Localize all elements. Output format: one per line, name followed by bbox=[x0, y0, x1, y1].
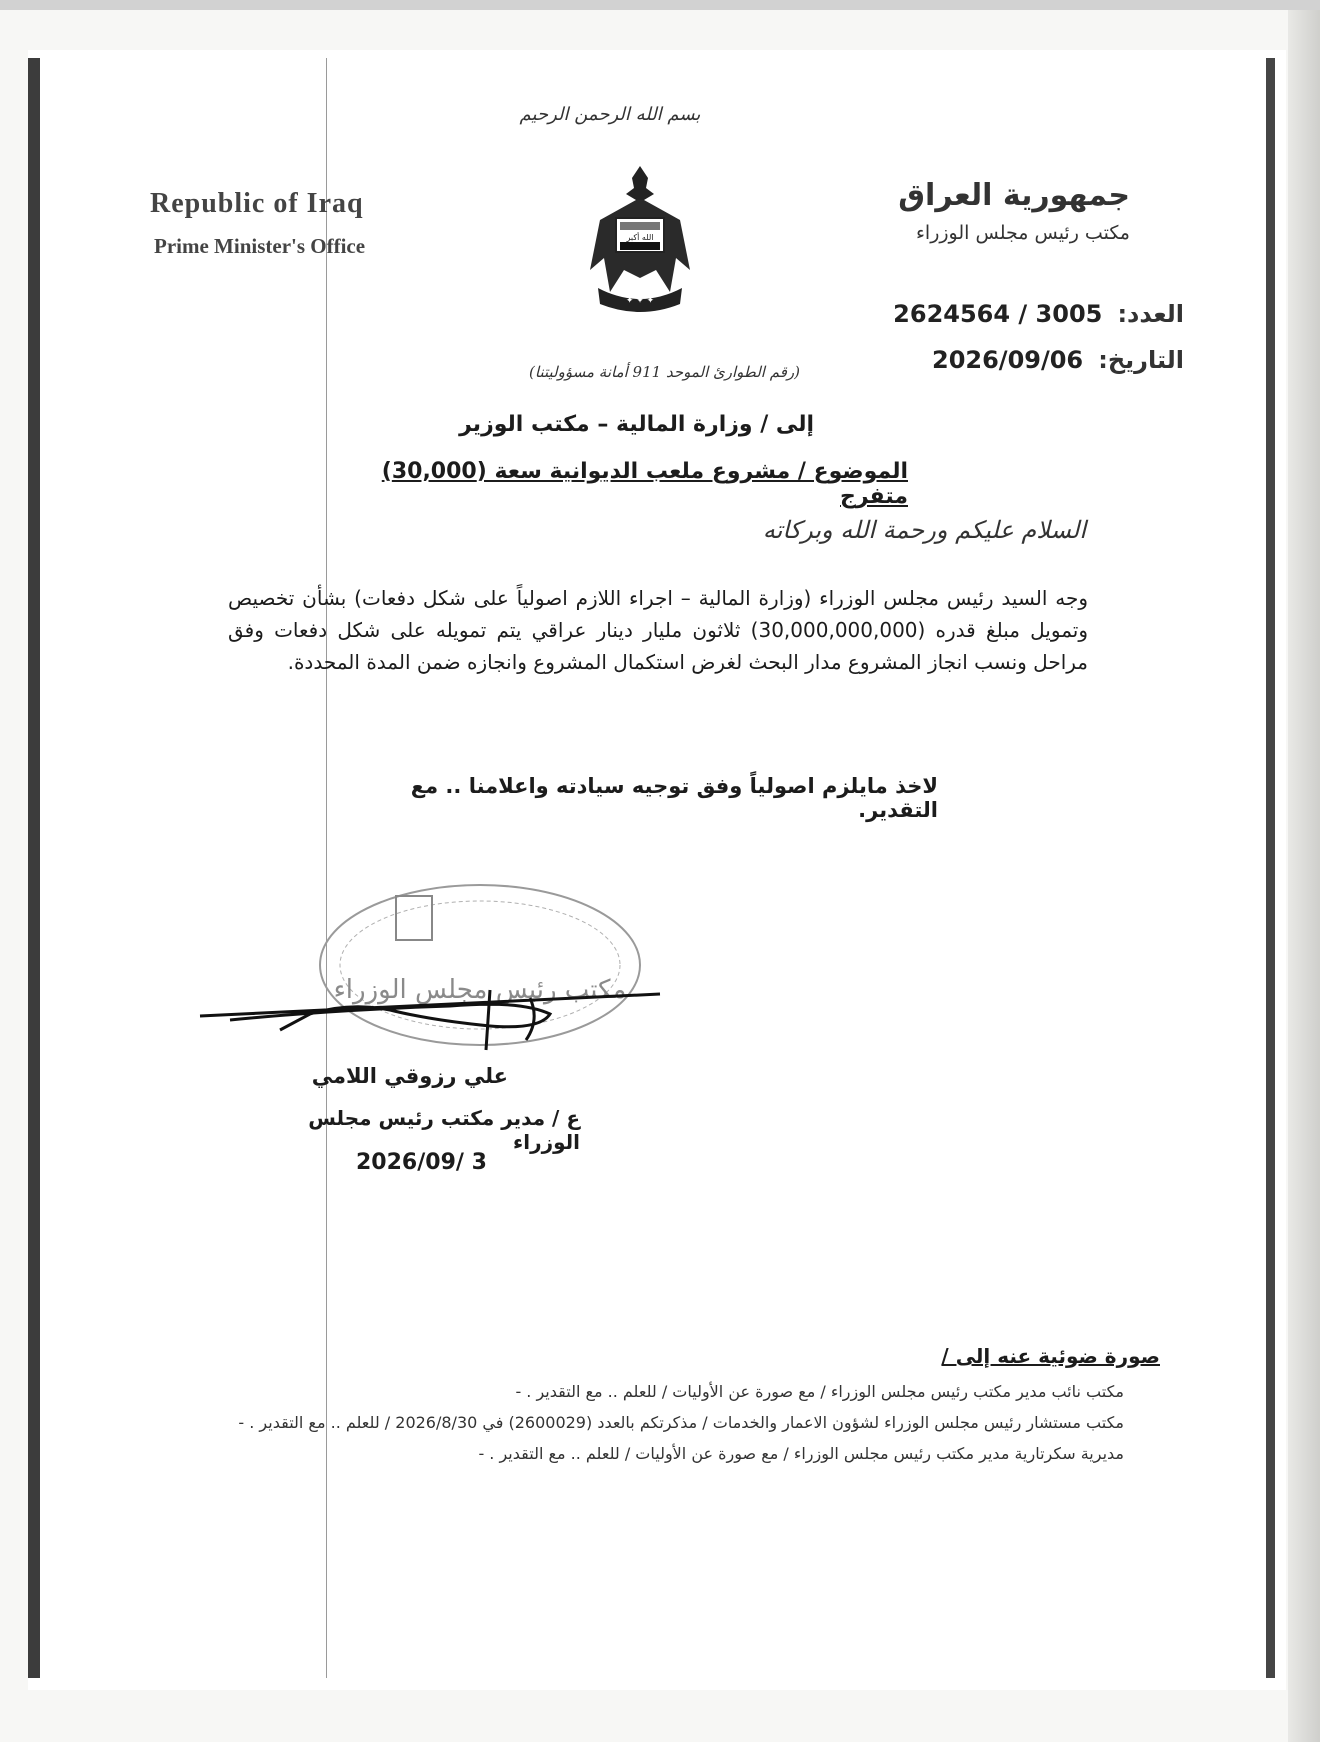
binding-bar-right bbox=[1266, 58, 1275, 1678]
number-label: العدد: bbox=[1117, 300, 1184, 328]
document-date bbox=[800, 346, 1184, 382]
cc-item: مكتب مستشار رئيس مجلس الوزراء لشؤون الاعمار والخدمات / مذكرتكم بالعدد (2600029) في 2026/8/30 / للعلم .. مع التقدير . - bbox=[238, 1413, 1124, 1432]
header-ar-office: مكتب رئيس مجلس الوزراء bbox=[915, 222, 1130, 244]
signature-scribble bbox=[190, 980, 670, 1060]
emblem-icon bbox=[580, 160, 700, 320]
cc-item: مديرية سكرتارية مدير مكتب رئيس مجلس الوزراء / مع صورة عن الأوليات / للعلم .. مع التقدير . - bbox=[478, 1444, 1124, 1463]
binding-bar-left bbox=[28, 58, 40, 1678]
header-en-office: Prime Minister's Office bbox=[154, 234, 366, 258]
cc-heading: صورة ضوئية عنه إلى / bbox=[941, 1344, 1160, 1368]
header-ar-country: جمهورية العراق bbox=[898, 178, 1130, 213]
cc-item: مكتب نائب مدير مكتب رئيس مجلس الوزراء / مع صورة عن الأوليات / للعلم .. مع التقدير . - bbox=[515, 1382, 1124, 1401]
photo-top-border bbox=[0, 0, 1320, 10]
body-paragraph: وجه السيد رئيس مجلس الوزراء (وزارة المالية – اجراء اللازم اصولياً على شكل دفعات) بشأن تخصيص وتمويل مبلغ قدره (30,000,000,000) ثلاثون مليار دينار عراقي يتم تمويله على شكل دفعات وفق مراحل ونسب انجاز المشروع مدار البحث لغرض استكمال المشروع وانجازه ضمن المدة المحددة. bbox=[228, 586, 1088, 674]
signatory-title: ع / مدير مكتب رئيس مجلس الوزراء bbox=[308, 1106, 580, 1154]
date-label: التاريخ: bbox=[1098, 346, 1184, 374]
stamp-text: مكتب رئيس مجلس الوزراء bbox=[333, 975, 627, 1005]
closing-line: لاخذ مايلزم اصولياً وفق توجيه سيادته واعلامنا .. مع التقدير. bbox=[410, 774, 938, 822]
emblem-text: الله أكبر bbox=[626, 233, 654, 242]
number-value: 2624564 / 3005 bbox=[893, 300, 1103, 328]
signatory-name: علي رزوقي اللامي bbox=[311, 1064, 508, 1088]
subject-line: الموضوع / مشروع ملعب الديوانية سعة (30,000) متفرج bbox=[381, 459, 908, 509]
hotline-note: (رقم الطوارئ الموحد 911 أمانة مسؤوليتنا) bbox=[529, 363, 800, 381]
svg-text:✦ ✦ ✦: ✦ ✦ ✦ bbox=[625, 296, 655, 306]
photo-right-edge bbox=[1288, 10, 1320, 1742]
header-en-country: Republic of Iraq bbox=[150, 188, 364, 219]
addressee: إلى / وزارة المالية – مكتب الوزير bbox=[459, 412, 814, 437]
date-value: 2026/09/06 bbox=[932, 346, 1084, 374]
reference-number bbox=[800, 300, 1184, 336]
basmala: بسم الله الرحمن الرحيم bbox=[519, 104, 701, 125]
signature-date: 2026/09/ 3 bbox=[356, 1150, 487, 1175]
fold-line bbox=[326, 58, 327, 1678]
greeting: السلام عليكم ورحمة الله وبركاته bbox=[762, 516, 1086, 544]
